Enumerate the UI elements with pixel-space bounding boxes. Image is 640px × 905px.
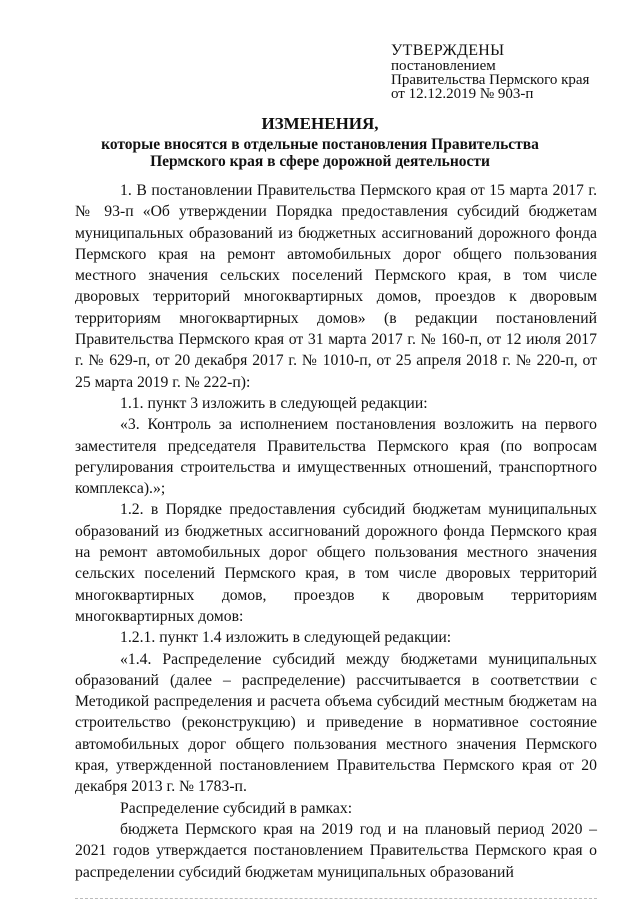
page-bottom-edge: [75, 898, 597, 899]
paragraph-distribution: Распределение субсидий в рамках:: [120, 799, 353, 817]
paragraph-1-1: 1.1. пункт 3 изложить в следующей редакции:: [120, 394, 428, 412]
document-title: ИЗМЕНЕНИЯ,: [261, 114, 379, 133]
subtitle-line-2: Пермского края в сфере дорожной деятельности: [150, 153, 490, 170]
paragraph-quote-1-4: «1.4. Распределение субсидий между бюджетами муниципальных образований (далее – распределение) рассчитывается в соответствии с Методикой распределения и расчета объема субсидий местным бюджетам на строительство (реконструкцию) и приведение в нормативное состояние автомобильных дорог общего пользования местного значения Пермского края, утвержденной постановлением Правительства Пермского края от 20 декабря 2013 г. № 1783-п.: [75, 650, 597, 796]
document-subtitle: [100, 136, 540, 170]
approval-line-government: Правительства Пермского края: [391, 72, 590, 88]
paragraph-budget: бюджета Пермского края на 2019 год и на плановый период 2020 – 2021 годов утверждается постановлением Правительства Пермского края о распределении субсидий бюджетам муниципальных образований: [75, 820, 597, 881]
paragraph-1-2-1: 1.2.1. пункт 1.4 изложить в следующей редакции:: [120, 629, 452, 647]
approval-heading: УТВЕРЖДЕНЫ: [391, 42, 505, 59]
paragraph-1: 1. В постановлении Правительства Пермского края от 15 марта 2017 г. № 93-п «Об утверждении Порядка предоставления субсидий бюджетам муниципальных образований из бюджетных ассигнований дорожного фонда Пермского края на ремонт автомобильных дорог общего пользования местного значения сельских поселений Пермского края, в том числе дворовых территорий многоквартирных домов, проездов к дворовым территориям многоквартирных домов» (в редакции постановлений Правительства Пермского края от 31 марта 2017 г. № 160-п, от 12 июля 2017 г. № 629-п, от 20 декабря 2017 г. № 1010-п, от 25 апреля 2018 г. № 220-п, от 25 марта 2019 г. № 222-п):: [75, 182, 597, 391]
approval-line-resolution: постановлением: [391, 58, 496, 74]
document-body: [75, 180, 597, 883]
approval-stamp: [391, 43, 589, 101]
paragraph-1-2: 1.2. в Порядке предоставления субсидий бюджетам муниципальных образований из бюджетных ассигнований дорожного фонда Пермского края на ремонт автомобильных дорог общего пользования местного значения сельских поселений Пермского края, в том числе дворовых территорий многоквартирных домов, проездов к дворовым территориям многоквартирных домов:: [75, 501, 597, 625]
approval-line-date-number: от 12.12.2019 № 903-п: [391, 86, 534, 102]
paragraph-quote-3: «3. Контроль за исполнением постановления возложить на первого заместителя председателя Правительства Пермского края (по вопросам регулирования строительства и имущественных отношений, транспортного комплекса).»;: [75, 416, 597, 498]
subtitle-line-1: которые вносятся в отдельные постановления Правительства: [101, 136, 539, 153]
